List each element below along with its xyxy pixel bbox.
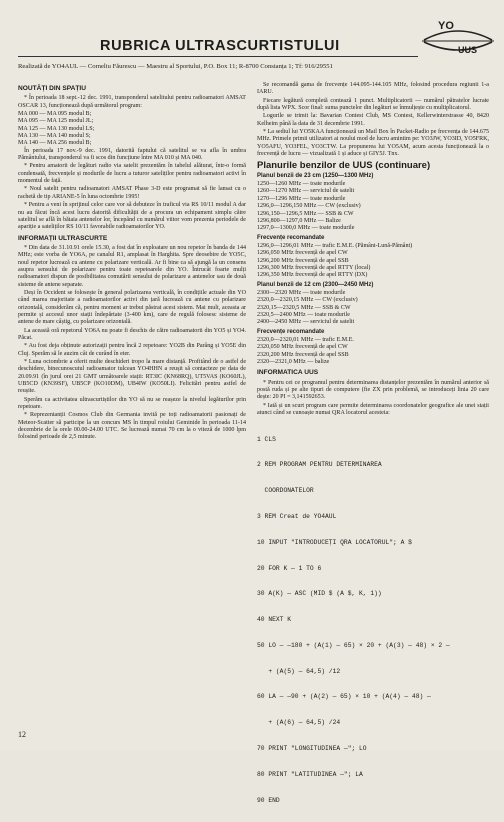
schedule-line: MA 095 — MA 125 modul JL; <box>18 118 94 125</box>
band-line: 2400—2450 MHz — serviciul de satelit <box>257 319 355 326</box>
right-column <box>257 82 489 822</box>
program-line: + (A(5) — 64,5) /12 <box>257 667 341 675</box>
paragraph: * Din data de 31.10.91 orele 15.30, a fost dat în exploatare un nou repetor în banda de 144 MHz; este vorba de YO6A, pe canalul R1, amplasat în Harghita. Spre deosebire de YO5C, noul repetor lucrează cu antene cu polarizare verticală. Ar fi bine ca să ajungă la un consens asupra sensului de polarizare pentru toate repetoarele din YO. Întrucât foarte mulți radioamatori dispun de posibilitatea comutării sensului de polarizare a antenelor sau de două sisteme de antene separate. <box>18 244 246 288</box>
program-line: 40 NEXT K <box>257 616 292 624</box>
program-line: COORDONATELOR <box>257 487 314 495</box>
basic-program-listing <box>257 418 489 822</box>
program-line: 60 LA — —90 + (A(2) — 65) × 10 + (A(4) — 48) — <box>257 693 431 701</box>
paragraph: * La sediul lui YO5KAA funcționează un Mail Box în Packet-Radio pe frecvența de 144.675 MHz. Primele primii utilizatori ai noului mod de lucru amintim pe: YO3JW, YO3ID, YO5FRK, YO5AFU, YO3FEL, YO3CTW. La propunerea lui YO5AM, acum acesta funcționează la o frecvență de lucru — vizualizată 1 și aduce și GIY5J. Tnx. <box>257 129 489 158</box>
band-line: 1296,800—1297,0 MHz — Balize <box>257 217 341 224</box>
logo-yo-text: YO <box>438 20 454 32</box>
paragraph: * Pentru cei ce programul pentru determinarea distanțelor prezentăm în numărul anterior să postă ruda și pe alte tipuri de computere (fie ZX prin problemă, se introduceți linia 20 care dește: 20 PI = 3,141592653. <box>257 379 489 401</box>
logo-uus-text: UUS <box>458 45 478 55</box>
freq-line: 2320—2321,0 MHz — balize <box>257 359 330 366</box>
schedule-line: MA 125 — MA 130 modul LS; <box>18 125 95 132</box>
schedule-line: MA 130 — MA 140 modul S; <box>18 133 91 140</box>
paragraph: Deși în Occident se folosește în general polarizarea verticală, în condițiile actuale din YO când marea majoritate a radioamatorilor activi din țară lucrează cu antene cu polarizare orizontală, considerăm că, pentru moment ar trebui păstrat acest sistem. Mai mult, aceasta ar permite și accesul unor stații îndepărtate (3-400 km), care de regulă folosesc sisteme de antene de mare câștig, cu polarizare orizontală. <box>18 289 246 326</box>
paragraph: În perioada 17 nov.-9 dec. 1991, datorită faptului că satelitul se va afla în umbra Pământului, transponderul va fi scos din funcțiune între MA 010 și MA 040. <box>18 147 246 162</box>
band-line: 2300—2320 MHz — toate modurile <box>257 289 346 296</box>
paragraph: Fiecare legătură completă contează 1 punct. Multiplicatorii — numărul pătratelor lucrate după lista WPX. Scor final: suma punctelor din legături se înmulțește cu multiplicatorul. <box>257 97 489 112</box>
band-line: 2320,0—2320,15 MHz — CW (exclusiv) <box>257 297 358 304</box>
freq-line: 1296,350 MHz frecvență de apel RTTY (DX) <box>257 272 368 279</box>
planurile-heading: Planurile benzilor de UUS (continuare) <box>257 160 431 172</box>
band-12cm-heading: Planul benzii de 12 cm (2300—2450 MHz) <box>257 281 374 288</box>
informatica-heading: INFORMATICA UUS <box>257 369 319 377</box>
paragraph: * Pentru a veni în sprijinul celor care vor să debuteze în traficul via RS 10/11 modul A dar nu au făcut încă acest lucru datorită dificultății de a procura un echipament simplu către satelitul se află în bătaia antenelor lor, începând cu numărul viitor vom prezenta periodele de apariție a sateliților RS 10/11 favorabile radioamatorilor YO. <box>18 202 246 231</box>
left-column <box>18 82 246 443</box>
freq-line: 1296,300 MHz frecvență de apel RTTY (local) <box>257 264 371 271</box>
program-line: 30 A(K) — ASC (MID $ (A $, K, 1)) <box>257 590 382 598</box>
band-23cm-heading: Planul benzii de 23 cm (1250—1300 MHz) <box>257 172 374 179</box>
paragraph: * Noul satelit pentru radioamatori AMSAT Phase 3-D este programat să fie lansat cu o rachetă de tip ARIANE-5 în luna octombrie 1995! <box>18 186 246 200</box>
recommended-12cm-heading: Frecvențe recomandate <box>257 328 325 335</box>
paragraph: Sperăm ca activitatea ultrascurtiștilor din YO să nu se reașeze la nivelul legăturilor prin repetoare. <box>18 396 246 411</box>
program-line: 3 REM Creat de YO4AUL <box>257 512 337 520</box>
paragraph: * Pentru amatorii de legături radio via satelit prezentăm în tabelul alăturat, într-o formă condensată, frecvențele și modurile de lucru a tuturor sateliților pentru radioamatori activi în momentul de față. <box>18 163 246 185</box>
yo-uus-logo <box>420 18 496 64</box>
program-line: 80 PRINT "LATITUDINEA —"; LA <box>257 770 363 778</box>
program-line: 70 PRINT "LONGITUDINEA —"; LO <box>257 745 367 752</box>
paragraph: La această oră repetorul YO6A nu poate fi deschis de către radioamatorii din YO5 și YO4. Păcat. <box>18 327 246 341</box>
band-line: 1296,0—1296,150 MHz — CW (exclusiv) <box>257 203 361 210</box>
program-line: + (A(6) — 64,5) /24 <box>257 719 341 727</box>
freq-line: 1296,050 MHz frecvență de apel CW <box>257 250 348 257</box>
page-title: RUBRICA ULTRASCURTISTULUI <box>100 38 340 54</box>
schedule-line: MA 140 — MA 256 modul B; <box>18 140 92 147</box>
paragraph: * Luna octombrie a oferit multe deschideri tropo la mare distanță. Profitând de o astfel de deschidere, binecunoscutul radioamator tulcean YO4HHN a reușit să contacteze pe data de 20.09.91 (în jurul orei 21 GMT următoarele stații: RT3IC (KN68RQ), UT5VAS (KO60JL), UB5CD (KN39SF), UB5CP (KO10DM), UB4IW (KO50LI). Felicitări pentru astfel de reușite. <box>18 359 246 395</box>
info-heading: INFORMAȚII ULTRASCURTE <box>18 234 108 242</box>
recommended-23cm-heading: Frecvențe recomandate <box>257 234 325 241</box>
program-line: 2 REM PROGRAM PENTRU DETERMINAREA <box>257 461 382 469</box>
paragraph: * Iată și un scurt program care permite determinarea coordonatelor geografice ale unei stații atunci când se cunoaște numai QRA locatorul acesteia: <box>257 402 489 417</box>
program-line: 90 END <box>257 796 280 804</box>
freq-line: 1296,200 MHz frecvență de apel SSB <box>257 257 349 264</box>
paragraph: Logurile se trimit la: Bavarian Contest Club, MS Contest, Kellerwinterstrasse 40, 8420 Kelheim până la data de 31 decembrie 1991. <box>257 113 489 127</box>
program-line: 10 INPUT "INTRODUCEȚI QRA LOCATORUL"; A $ <box>257 538 412 546</box>
band-line: 1297,0—1300,0 MHz — toate modurile <box>257 225 355 232</box>
freq-line: 2320,050 MHz frecvență de apel CW <box>257 344 348 351</box>
schedule-line: MA 000 — MA 095 modul B; <box>18 111 92 118</box>
paragraph: * Au fost deja obținute autorizații pentru încă 2 repetoare: YO2B din Parâng și YO5E din Cluj. Sperăm să le auzim cât de curând în eter. <box>18 343 246 357</box>
paragraph: * Reprezentanții Cosmos Club din Germania invită pe toți radioamatorii pasionați de Meteor-Scatter să participe la un concurs MS în timpul roiului Geminide în perioada 11-14 decembrie de la orele 00.00-24.00 UTC. Se lucrează numai 70 cm la o viteză de 1000 lpm folosind perioade de 2,5 minute. <box>18 412 246 441</box>
header-rule <box>18 56 418 57</box>
author-credit: Realizată de YO4AUL — Corneliu Făurescu — Maestru al Sportului, P.O. Box 11; R-8700 Constanța 1; Tf: 916/29551 <box>18 63 333 70</box>
band-line: 1250—1260 MHz — toate modurile <box>257 181 346 188</box>
band-line: 2320,5—2400 MHz — toate modurile <box>257 311 350 318</box>
freq-line: 2320,200 MHz frecvență de apel SSB <box>257 351 349 358</box>
freq-line: 1296,0—1296,01 MHz — trafic E.M.E. (Pământ-Lună-Pământ) <box>257 242 413 249</box>
freq-line: 2320,0—2320,01 MHz — trafic E.M.E. <box>257 337 354 343</box>
page-number: 12 <box>18 730 26 739</box>
band-line: 1260—1270 MHz — serviciul de satelit <box>257 188 355 195</box>
paragraph: Se recomandă gama de frecvențe 144.095-144.105 MHz, folosind procedura regiunii 1-a IARU. <box>257 82 489 96</box>
program-line: 20 FOR K — 1 TO 6 <box>257 564 322 572</box>
antenna-logo-icon <box>420 18 496 64</box>
program-line: 1 CLS <box>257 435 276 443</box>
band-line: 2320,15—2320,5 MHz — SSB & CW <box>257 304 351 311</box>
paragraph: * În perioada 18 sept.-12 dec. 1991, transponderul satelitului pentru radioamatori AMSAT OSCAR 13, funcționează după următorul program: <box>18 95 246 109</box>
program-line: 50 LO — —180 + (A(1) — 65) × 20 + (A(3) — 48) × 2 — <box>257 641 450 649</box>
noutati-heading: NOUTĂȚI DIN SPAȚIU <box>18 85 87 92</box>
band-line: 1296,150—1296,5 MHz — SSB & CW <box>257 210 354 217</box>
band-line: 1270—1296 MHz — toate modurile <box>257 195 346 202</box>
